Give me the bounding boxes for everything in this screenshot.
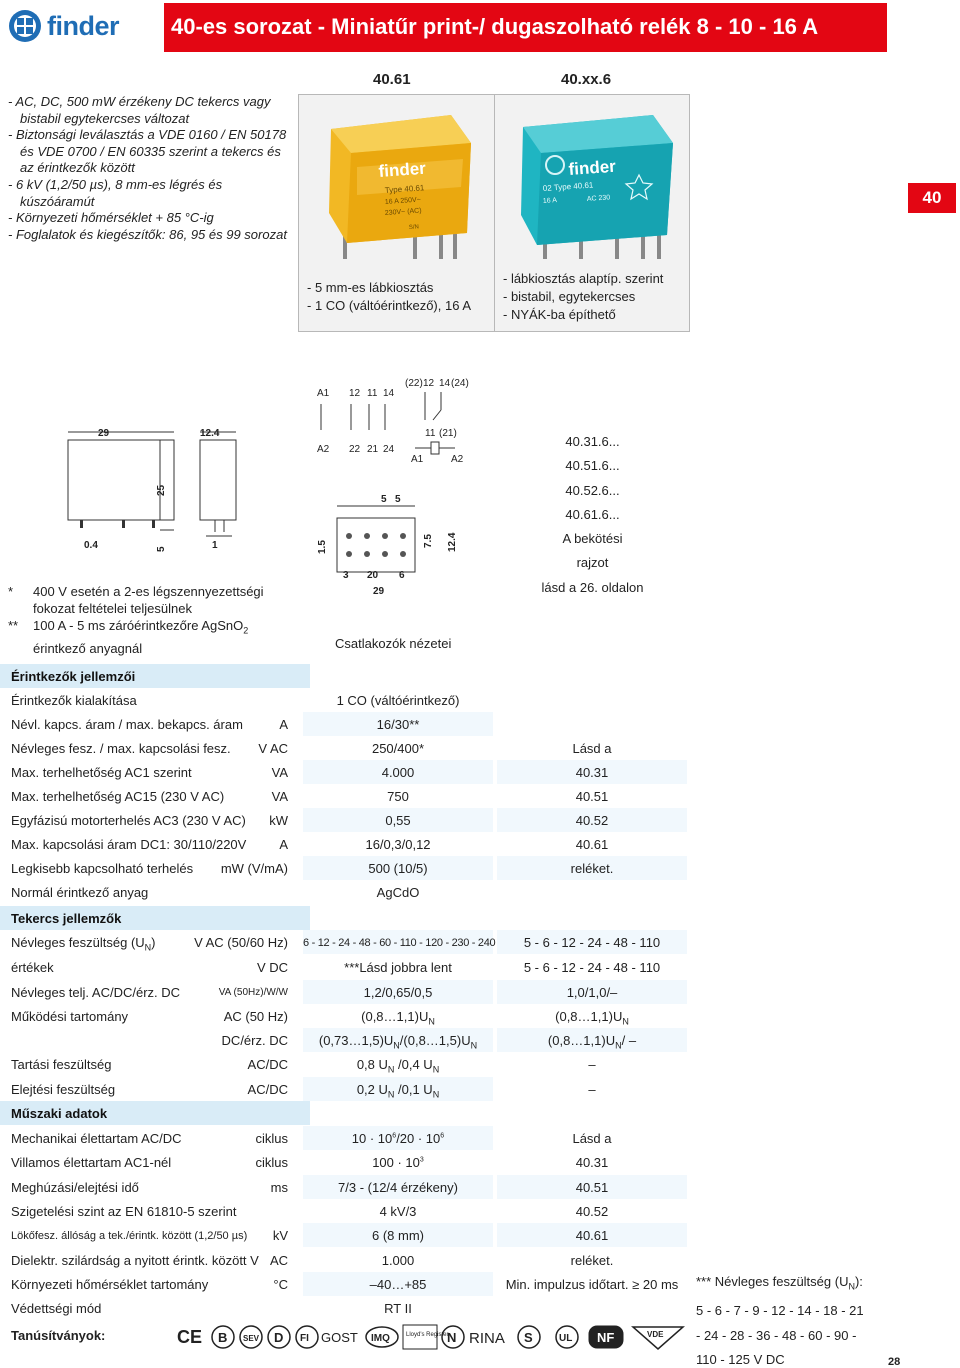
footnote-text: 100 A - 5 ms záróérintkezőre AgSnO (33, 618, 244, 633)
semko-icon (518, 1326, 540, 1348)
svg-text:GOST: GOST (321, 1330, 358, 1345)
row-value: 750 (387, 789, 409, 804)
product-photo-panel (298, 71, 690, 332)
svg-text:N: N (447, 1330, 457, 1345)
relay-photo-teal (507, 103, 682, 263)
row-label: Elejtési feszültség (11, 1082, 116, 1097)
rina-icon (469, 1330, 505, 1347)
dim-pin-width: 1 (212, 540, 218, 551)
row-unit: ciklus (255, 1131, 288, 1146)
pin-label: (21) (439, 428, 457, 439)
note-sub: N (848, 1281, 855, 1292)
finder-logo (8, 8, 158, 44)
value-text: /0,1 U (394, 1082, 433, 1097)
type-label-right: 40.xx.6 (561, 71, 612, 88)
row-value: 16/30** (376, 717, 420, 732)
pin-label: A2 (317, 444, 330, 455)
section-contacts: Érintkezők jellemzői (0, 664, 310, 688)
row-label: Működési tartomány (11, 1009, 129, 1024)
row-unit: V DC (256, 960, 288, 975)
row-value: 500 (10/5) (368, 861, 428, 876)
row-value-2: 1,0/1,0/– (566, 985, 618, 1000)
row-unit: °C (273, 1277, 288, 1292)
footnote-2 (8, 617, 298, 657)
note-text: *** Névleges feszültség (U (696, 1274, 849, 1289)
table-row (0, 1199, 960, 1223)
imq-icon (366, 1327, 398, 1347)
svg-text:VDE: VDE (647, 1330, 664, 1339)
row-label: Max. kapcsolási áram DC1: 30/110/220V (11, 837, 247, 852)
label-text: Névleges feszültség (U (11, 935, 145, 950)
brand-name: finder (47, 10, 120, 41)
row-label: Névleges fesz. / max. kapcsolási fesz. (11, 741, 231, 756)
model-list (530, 430, 655, 600)
ul-icon (556, 1326, 578, 1348)
section-coil: Tekercs jellemzők (0, 906, 310, 930)
value-sup: 6 (392, 1132, 397, 1140)
value-text: 0,2 U (356, 1082, 388, 1097)
pin-label: 14 (383, 388, 395, 399)
table-row (0, 736, 960, 760)
row-label: Tartási feszültség (11, 1057, 112, 1072)
value-text: /20 · 10 (396, 1131, 441, 1146)
model-item: 40.52.6... (565, 482, 620, 498)
value-sub: N (470, 1040, 478, 1051)
table-row (0, 760, 960, 784)
footnote-text: érintkező anyagnál (33, 640, 143, 656)
pitch-label: 29 (373, 586, 385, 597)
row-value-2: 40.61 (575, 837, 609, 852)
row-label: Érintkezők kialakítása (11, 693, 137, 708)
beab-icon (212, 1326, 234, 1348)
caption-line: - NYÁK-ba építhető (503, 307, 616, 322)
model-item: 40.31.6... (565, 434, 620, 449)
row-value-2: 40.51 (575, 789, 609, 804)
value-sub: N (615, 1040, 622, 1051)
label-sub: N (144, 942, 152, 953)
feature-item: - Foglalatok és kiegészítők: 86, 95 és 99 sorozat (8, 226, 287, 242)
row-value: 1 CO (váltóérintkező) (336, 693, 460, 708)
row-unit: kW (269, 813, 288, 828)
row-label: Környezeti hőmérséklet tartomány (11, 1277, 209, 1292)
table-row (0, 1028, 960, 1052)
row-unit: A (279, 837, 288, 852)
model-item: rajzot (576, 555, 609, 571)
row-value (303, 1131, 493, 1146)
pitch-label: 20 (367, 570, 379, 581)
row-label: Lökőfesz. állóság a tek./érintk. között (1,2/50 µs) (11, 1230, 248, 1242)
row-label: Villamos élettartam AC1-nél (11, 1155, 172, 1170)
row-value-2: reléket. (570, 861, 614, 876)
feature-list (8, 94, 298, 243)
circuit-drawing (305, 370, 505, 600)
row-value: 0,55 (385, 813, 411, 828)
value-text: (0,8…1,1)U (555, 1009, 623, 1024)
row-unit: A (279, 717, 288, 732)
row-value: 4 kV/3 (379, 1204, 417, 1219)
row-unit: ms (270, 1180, 288, 1195)
feature-item: - Biztonsági leválasztás a VDE 0160 / EN 50178 és VDE 0700 / EN 60335 szerint a tekercs és az érintkezők között (8, 127, 287, 176)
row-unit: ciklus (255, 1155, 288, 1170)
row-value: 1,2/0,65/0,5 (363, 985, 433, 1000)
row-label: Legkisebb kapcsolható terhelés (11, 861, 194, 876)
row-value: –40…+85 (369, 1277, 427, 1292)
row-value: 16/0,3/0,12 (365, 837, 431, 852)
table-row (0, 1126, 960, 1150)
footnote-mark: * (8, 584, 14, 599)
row-label: Szigetelési szint az EN 61810-5 szerint (11, 1204, 237, 1219)
row-label: értékek (11, 960, 54, 975)
table-row (0, 784, 960, 808)
pin-label: A2 (451, 454, 464, 465)
row-unit: mW (V/mA) (220, 861, 288, 876)
row-value: AgCdO (376, 885, 420, 900)
row-value-2: 5 - 6 - 12 - 24 - 48 - 110 (523, 935, 661, 950)
table-row (0, 930, 960, 954)
value-text: 10 · 10 (351, 1131, 393, 1146)
model-item: lásd a 26. oldalon (541, 579, 644, 595)
svg-text:S: S (524, 1330, 533, 1345)
row-label: Normál érintkező anyag (11, 885, 149, 900)
series-tab[interactable]: 40 (908, 183, 956, 213)
pin-label: (24) (451, 378, 469, 389)
svg-text:D: D (274, 1330, 284, 1345)
row-unit: AC/DC (247, 1057, 288, 1072)
row-value: 250/400* (371, 741, 425, 756)
row-value-2: 40.31 (575, 1155, 609, 1170)
certification-marks (175, 1323, 695, 1351)
value-sub: N (428, 1016, 435, 1027)
row-value (303, 1082, 493, 1100)
row-unit: DC/érz. DC (221, 1033, 288, 1048)
footnote-text: 400 V esetén a 2-es légszennyezettségi fokozat feltételei teljesülnek (33, 584, 264, 616)
svg-text:B: B (218, 1330, 228, 1345)
pitch-label: 6 (399, 570, 405, 581)
row-value: RT II (384, 1301, 412, 1316)
model-item: 40.61.6... (565, 506, 620, 522)
feature-item: - 6 kV (1,2/50 µs), 8 mm-es légrés és kúszóáramút (8, 176, 223, 209)
row-unit: kV (272, 1228, 288, 1243)
demko-icon (268, 1326, 290, 1348)
table-row (0, 712, 960, 736)
pitch-label: 1.5 (317, 540, 328, 554)
row-value-2: reléket. (570, 1253, 614, 1268)
row-value-2 (497, 1033, 687, 1051)
row-value: 6 - 12 - 24 - 48 - 60 - 110 - 120 - 230 - 240 (303, 937, 496, 949)
note-line: 110 - 125 V DC (696, 1352, 785, 1368)
row-value-2: 5 - 6 - 12 - 24 - 48 - 110 (523, 960, 661, 975)
note-line: - 24 - 28 - 36 - 48 - 60 - 90 - (696, 1327, 857, 1343)
pin-label: 21 (367, 444, 379, 455)
pin-label: A1 (317, 388, 330, 399)
feature-item: - AC, DC, 500 mW érzékeny DC tekercs vagy bistabil egytekercses változat (8, 94, 271, 126)
row-value (303, 1057, 493, 1075)
svg-text:FI: FI (300, 1333, 309, 1344)
vde-icon (633, 1327, 683, 1349)
row-value-2: – (588, 1057, 596, 1072)
table-row (0, 688, 960, 712)
table-row (0, 1223, 960, 1247)
value-sup: 6 (440, 1132, 445, 1140)
relay-brand-text: finder (567, 156, 617, 179)
row-value-2: Lásd a (572, 1131, 612, 1146)
value-text: / – (621, 1033, 637, 1048)
row-value: 6 (8 mm) (372, 1228, 424, 1243)
row-unit: V AC (50/60 Hz) (194, 935, 288, 950)
row-value-2: 40.52 (575, 1204, 609, 1219)
dc-voltage-note (696, 1270, 896, 1368)
value-sub: N (393, 1040, 400, 1051)
row-unit: AC/DC (247, 1082, 288, 1097)
row-label: Védettségi mód (11, 1301, 102, 1316)
table-row (0, 856, 960, 880)
value-text: /0,4 U (394, 1057, 433, 1072)
gost-icon (321, 1330, 358, 1345)
relay-brand-text: finder (377, 158, 427, 181)
sev-icon (240, 1326, 262, 1348)
relay-rating-text: 16 A 250V~ (384, 196, 422, 206)
value-text: 100 · 10 (372, 1155, 420, 1170)
row-unit: VA (50Hz)/W/W (218, 987, 288, 998)
row-value: 4.000 (381, 765, 415, 780)
row-label: Egyfázisú motorterhelés AC3 (230 V AC) (11, 813, 246, 828)
panel-divider (494, 95, 495, 331)
value-text: (0,73…1,5)U (318, 1033, 394, 1048)
relay-photo-yellow (313, 103, 483, 263)
row-value: ***Lásd jobbra lent (344, 960, 452, 975)
caption-line: - bistabil, egytekercses (503, 289, 636, 304)
table-row (0, 980, 960, 1004)
row-label (11, 935, 156, 953)
dim-width: 29 (98, 428, 110, 439)
caption-right (503, 270, 663, 324)
note-text: ): (854, 1274, 863, 1289)
row-label: Dielektr. szilárdság a nyitott érintk. között V (11, 1253, 259, 1268)
value-sub: N (432, 1064, 440, 1075)
finder-logo-icon (8, 9, 42, 43)
pitch-label: 5 (395, 494, 401, 505)
dim-pin: 0.4 (84, 540, 98, 551)
row-label: Meghúzási/elejtési idő (11, 1180, 139, 1195)
row-label: Névleges telj. AC/DC/érz. DC (11, 985, 181, 1000)
table-row (0, 808, 960, 832)
pin-label: 11 (425, 428, 436, 439)
dimension-drawing (60, 420, 300, 560)
value-text: 0,8 U (356, 1057, 388, 1072)
row-label: Max. terhelhetőség AC15 (230 V AC) (11, 789, 225, 804)
svg-text:Lloyd's Register: Lloyd's Register (406, 1332, 449, 1338)
row-value-2: Min. impulzus időtart. ≥ 20 ms (505, 1277, 679, 1292)
footnotes (8, 583, 298, 657)
row-value: 7/3 - (12/4 érzékeny) (338, 1180, 458, 1195)
caption-line: - 1 CO (váltóérintkező), 16 A (307, 298, 472, 313)
value-sub: N (387, 1064, 395, 1075)
connections-caption: Csatlakozók nézetei (335, 636, 452, 651)
row-unit: VA (271, 789, 288, 804)
dim-depth: 12.4 (200, 428, 220, 439)
value-text: (0,8…1,1)U (361, 1009, 429, 1024)
pin-label: 14 (439, 378, 451, 389)
row-value-2: 40.31 (575, 765, 609, 780)
table-row (0, 1175, 960, 1199)
ce-mark-icon (177, 1327, 202, 1347)
relay-type-text: 02 Type 40.61 (542, 180, 594, 193)
svg-text:IMQ: IMQ (371, 1333, 390, 1344)
pin-label: (22) (405, 378, 423, 389)
nf-icon (589, 1326, 623, 1348)
value-sup: 3 (419, 1156, 424, 1164)
row-value (303, 1033, 493, 1051)
relay-type-text: Type 40.61 (384, 183, 425, 195)
svg-text:SEV: SEV (243, 1334, 260, 1343)
note-line: 5 - 6 - 7 - 9 - 12 - 14 - 18 - 21 (696, 1303, 864, 1319)
row-value (303, 1155, 493, 1170)
pin-label: 22 (349, 444, 361, 455)
svg-text:CE: CE (177, 1327, 203, 1347)
relay-rating-text: 16 A (542, 197, 558, 205)
caption-line: - 5 mm-es lábkiosztás (307, 280, 434, 295)
value-sub: N (622, 1016, 629, 1027)
row-unit: AC (50 Hz) (223, 1009, 288, 1024)
pin-label: A1 (411, 454, 424, 465)
pin-label: 12 (423, 378, 435, 389)
table-row (0, 955, 960, 979)
table-row (0, 880, 960, 904)
table-row (0, 1150, 960, 1174)
row-label: Mechanikai élettartam AC/DC (11, 1131, 182, 1146)
relay-sn-text: S/N (408, 224, 420, 231)
page-title: 40-es sorozat - Miniatűr print-/ dugaszolható relék 8 - 10 - 16 A (164, 3, 887, 52)
table-row (0, 1248, 960, 1272)
section-technical: Műszaki adatok (0, 1101, 310, 1125)
caption-line: - lábkiosztás alaptíp. szerint (503, 271, 664, 286)
row-unit: AC (269, 1253, 288, 1268)
pin-label: 11 (367, 388, 378, 399)
row-unit: V AC (258, 741, 288, 756)
footnote-sub: 2 (243, 625, 249, 636)
row-unit: VA (271, 765, 288, 780)
row-value-2: Lásd a (572, 741, 612, 756)
table-row (0, 1052, 960, 1076)
pin-label: 12 (349, 388, 361, 399)
feature-item: - Környezeti hőmérséklet + 85 °C-ig (8, 210, 214, 226)
row-value-2: 40.52 (575, 813, 609, 828)
pin-label: 24 (383, 444, 395, 455)
row-label: Max. terhelhetőség AC1 szerint (11, 765, 192, 780)
svg-text:RINA: RINA (469, 1330, 505, 1347)
pitch-label: 12.4 (447, 532, 458, 552)
fimko-icon (296, 1326, 318, 1348)
row-label: Névl. kapcs. áram / max. bekapcs. áram (11, 717, 243, 732)
label-text: ) (151, 935, 156, 950)
model-item: A bekötési (562, 531, 623, 547)
pitch-label: 3 (343, 570, 349, 581)
row-value: 1.000 (381, 1253, 415, 1268)
row-label: Tanúsítványok: (11, 1328, 106, 1343)
caption-left (307, 279, 471, 315)
type-label-left: 40.61 (373, 71, 411, 88)
page-number: 28 (888, 1356, 901, 1368)
relay-voltage-text: AC 230 (586, 194, 611, 203)
footnote-1 (8, 583, 298, 617)
svg-text:NF: NF (597, 1330, 615, 1345)
model-item: 40.51.6... (565, 458, 620, 474)
row-value-2: 40.61 (575, 1228, 609, 1243)
value-sub: N (387, 1089, 395, 1100)
footnote-mark: ** (8, 618, 19, 633)
relay-voltage-text: 230V~ (AC) (384, 207, 422, 217)
note-title (696, 1270, 896, 1299)
value-text: /(0,8…1,5)U (399, 1033, 471, 1048)
pitch-label: 7.5 (423, 534, 434, 548)
row-value-2: 40.51 (575, 1180, 609, 1195)
row-value-2 (497, 1009, 687, 1027)
row-value (303, 1009, 493, 1027)
value-text: (0,8…1,1)U (547, 1033, 616, 1048)
table-row (0, 1077, 960, 1101)
pitch-label: 5 (381, 494, 387, 505)
row-value-2: – (588, 1082, 596, 1097)
table-row (0, 1004, 960, 1028)
dim-height: 25 (156, 484, 167, 496)
table-row (0, 832, 960, 856)
svg-text:UL: UL (559, 1333, 573, 1344)
value-sub: N (432, 1089, 440, 1100)
dim-pin-length: 5 (156, 546, 167, 552)
